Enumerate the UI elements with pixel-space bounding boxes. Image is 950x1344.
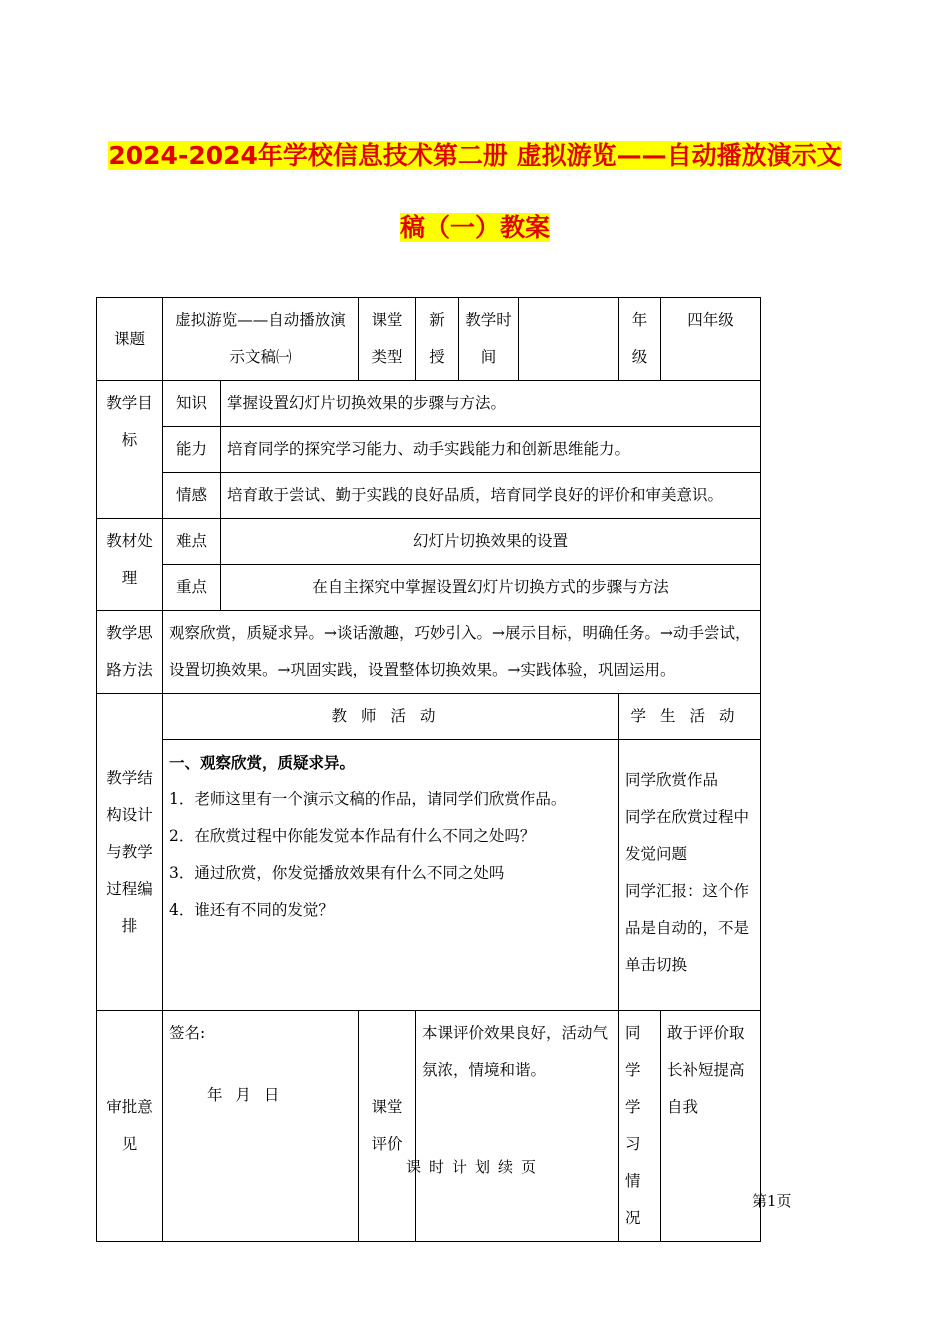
teacher-item: 1．老师这里有一个演示文稿的作品，请同学们欣赏作品。: [169, 790, 567, 808]
signature-cell: [163, 1011, 359, 1242]
approval-label: 审批意见: [97, 1011, 163, 1242]
difficulty-text: 幻灯片切换效果的设置: [221, 519, 761, 565]
teacher-item: 3．通过欣赏，你发觉播放效果有什么不同之处吗: [169, 864, 505, 882]
key-text: 在自主探究中掌握设置幻灯片切换方式的步骤与方法: [221, 565, 761, 611]
knowledge-label: 知识: [163, 381, 221, 427]
process-content-row: [97, 740, 761, 1011]
goals-label: 教学目标: [97, 381, 163, 519]
document-title-line-1: 2024-2024年学校信息技术第二册 虚拟游览——自动播放演示文: [108, 141, 842, 170]
time-label: 教学时间: [459, 298, 519, 381]
class-eval-text: 本课评价效果良好，活动气氛浓，情境和谐。: [416, 1011, 619, 1242]
process-label: 教学结构设计与教学过程编排: [97, 694, 163, 1011]
student-activity-content: [619, 740, 761, 1011]
teacher-item: 4．谁还有不同的发觉？: [169, 901, 334, 919]
material-difficulty-row: [97, 519, 761, 565]
time-value: [519, 298, 619, 381]
grade-value: 四年级: [661, 298, 761, 381]
approval-row: [97, 1011, 761, 1242]
topic-value: 虚拟游览——自动播放演示文稿㈠: [163, 298, 359, 381]
method-row: [97, 611, 761, 694]
student-item: 同学欣赏作品: [625, 771, 719, 789]
goals-knowledge-row: [97, 381, 761, 427]
document-title-line-2: 稿（一）教案: [399, 213, 550, 242]
emotion-text: 培育敢于尝试、勤于实践的良好品质，培育同学良好的评价和审美意识。: [221, 473, 761, 519]
continuation-label: 课时计划续页: [405, 1158, 544, 1176]
knowledge-text: 掌握设置幻灯片切换效果的步骤与方法。: [221, 381, 761, 427]
key-label: 重点: [163, 565, 221, 611]
signature-label: 签名:: [169, 1024, 206, 1042]
signature-date: 年 月 日: [207, 1086, 284, 1104]
goals-emotion-row: [97, 473, 761, 519]
process-header-row: [97, 694, 761, 740]
ability-text: 培育同学的探究学习能力、动手实践能力和创新思维能力。: [221, 427, 761, 473]
difficulty-label: 难点: [163, 519, 221, 565]
student-situation-text: 敢于评价取长补短提高自我: [661, 1011, 761, 1242]
teacher-item: 2．在欣赏过程中你能发觉本作品有什么不同之处吗？: [169, 827, 536, 845]
ability-label: 能力: [163, 427, 221, 473]
emotion-label: 情感: [163, 473, 221, 519]
header-row: [97, 298, 761, 381]
method-label: 教学思路方法: [97, 611, 163, 694]
class-eval-label: 课堂评价: [359, 1011, 416, 1242]
student-item: 同学在欣赏过程中发觉问题: [625, 808, 750, 863]
teacher-section-title: 一、观察欣赏，质疑求异。: [169, 753, 356, 772]
student-activity-header: 学生活动: [619, 694, 761, 740]
teacher-activity-header: 教师活动: [163, 694, 619, 740]
material-key-row: [97, 565, 761, 611]
teacher-activity-content: [163, 740, 619, 1011]
student-situation-label: 同学学习情况: [619, 1011, 661, 1242]
goals-ability-row: [97, 427, 761, 473]
student-item: 同学汇报：这个作品是自动的，不是单击切换: [625, 882, 750, 974]
material-label: 教材处理: [97, 519, 163, 611]
type-label: 课堂类型: [359, 298, 416, 381]
method-text: 观察欣赏，质疑求异。→谈话激趣，巧妙引入。→展示目标，明确任务。→动手尝试，设置切换效果。→巩固实践，设置整体切换效果。→实践体验，巩固运用。: [163, 611, 761, 694]
lesson-plan-table: [96, 297, 761, 1242]
page-number: 第1页: [752, 1192, 792, 1210]
topic-label: 课题: [97, 298, 163, 381]
type-value: 新授: [416, 298, 459, 381]
grade-label: 年级: [619, 298, 661, 381]
